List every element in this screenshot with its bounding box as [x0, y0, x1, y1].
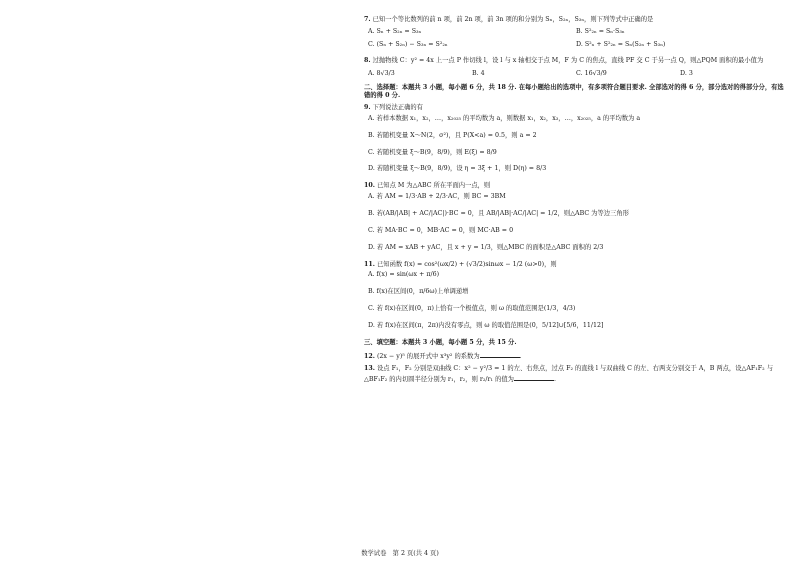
question-number: 8.: [364, 56, 371, 64]
option-a: A. f(x) = sin(ωx + π/6): [368, 271, 440, 279]
option-c: C. 若随机变量 ξ～B(9，8/9)，则 E(ξ) = 8/9: [368, 148, 497, 156]
question-13: 13. 设点 F₁，F₂ 分别是双曲线 C：x² − y²/3 = 1 的左、右焦点，过点 F₂ 的直线 l 与双曲线 C 的左、右两支分别交于 A，B 两点，设△AF₁F₂ 与△BF₁F₂ 的内切圆半径分别为 r₁，r₂，则 r₂/r₁ 的值为 .: [364, 364, 773, 384]
option-a: A. 8√3/3: [368, 70, 395, 78]
option-b: B. 若随机变量 X～N(2，σ²)，且 P(X<a) = 0.5，则 a = 2: [368, 131, 537, 139]
exam-column: [364, 16, 784, 389]
question-number: 13.: [364, 364, 375, 372]
question-9: [364, 104, 784, 173]
question-number: 7.: [364, 16, 371, 23]
options: [368, 28, 784, 54]
question-8: [364, 57, 784, 79]
option-c: C. 16√3/9: [576, 70, 607, 78]
options: [368, 115, 784, 173]
option-c: C. 若 MA·BC = 0，MB·AC = 0，则 MC·AB = 0: [368, 226, 514, 234]
question-10: [364, 182, 784, 251]
options: [368, 271, 784, 329]
option-b: B. f(x)在区间(0，π/6ω)上单调递增: [368, 288, 469, 296]
answer-blank: [514, 374, 554, 381]
section-3-header: 三、填空题：本题共 3 小题，每小题 5 分，共 15 分.: [364, 338, 517, 346]
options: [368, 193, 784, 251]
question-stem: 已知点 M 为△ABC 所在平面内一点，则: [376, 182, 491, 190]
question-7: [364, 16, 784, 54]
options: [368, 70, 784, 78]
question-stem: 设点 F₁，F₂ 分别是双曲线 C：x² − y²/3 = 1 的左、右焦点，过点 F₂ 的直线 l 与双曲线 C 的左、右两支分别交于 A，B 两点，设△AF₁F₂ 与△BF₁F₂ 的内切圆半径分别为 r₁，r₂，则 r₂/r₁ 的值为: [364, 364, 773, 384]
option-a: A. 若样本数据 x₁，x₂，…，x₂₀₂₅ 的平均数为 a，则数据 x₁，x₂，x₃，…，x₂₀₂₅，a 的平均数为 a: [368, 114, 641, 122]
question-stem: 下列说法正确的有: [372, 104, 423, 112]
option-c: C. (Sₙ + S₂ₙ) − S₃ₙ = S²₂ₙ: [368, 40, 448, 48]
question-stem: 已知函数 f(x) = cos²(ωx/2) + (√3/2)sinωx − 1/2 (ω>0)，则: [376, 260, 557, 268]
page-footer: 数学试卷 第 2 页(共 4 页): [361, 550, 439, 557]
question-number: 11.: [364, 260, 375, 268]
option-d: D. 3: [680, 70, 693, 78]
question-number: 12.: [364, 352, 375, 360]
option-a: A. Sₙ + S₂ₙ = S₃ₙ: [368, 27, 422, 35]
option-b: B. 若(AB/|AB| + AC/|AC|)·BC = 0，且 AB/|AB|·AC/|AC| = 1/2，则△ABC 为等边三角形: [368, 210, 629, 218]
section-2-header: 二、选择题：本题共 3 小题，每小题 6 分，共 18 分. 在每小题给出的选项中，有多项符合题目要求. 全部选对的得 6 分，部分选对的得部分分，有选错的得 0 分.: [364, 84, 784, 100]
option-a: A. 若 AM = 1/3·AB + 2/3·AC，则 BC = 3BM: [368, 193, 506, 201]
question-11: [364, 261, 784, 330]
option-d: D. 若 f(x)在区间(π，2π)内没有零点，则 ω 的取值范围是(0，5/12]∪[5/6，11/12]: [368, 322, 604, 330]
option-b: B. 4: [472, 70, 485, 78]
option-c: C. 若 f(x)在区间(0，π)上恰有一个极值点，则 ω 的取值范围是(1/3，4/3): [368, 305, 576, 313]
question-stem: 已知一个等比数列的前 n 项，前 2n 项，前 3n 项的和分别为 Sₙ，S₂ₙ，S₃ₙ，则下列等式中正确的是: [372, 16, 654, 23]
question-12: 12. (2x − y)⁵ 的展开式中 x³y² 的系数为 .: [364, 352, 522, 360]
question-number: 10.: [364, 182, 375, 190]
answer-blank: [480, 351, 520, 358]
question-stem: (2x − y)⁵ 的展开式中 x³y² 的系数为: [376, 352, 480, 360]
option-d: D. 若随机变量 ξ～B(9，8/9)，设 η = 3ξ + 1，则 D(η) = 8/3: [368, 165, 547, 173]
option-d: D. S²ₙ + S²₂ₙ = Sₙ(S₂ₙ + S₃ₙ): [576, 40, 666, 48]
option-d: D. 若 AM = xAB + yAC，且 x + y = 1/3，则△MBC 的面积是△ABC 面积的 2/3: [368, 243, 604, 251]
option-b: B. S²₂ₙ = Sₙ·S₃ₙ: [576, 27, 625, 35]
question-number: 9.: [364, 104, 371, 112]
question-stem: 过抛物线 C：y² = 4x 上一点 P 作切线 l，设 l 与 x 轴相交于点 M，F 为 C 的焦点，直线 PF 交 C 于另一点 Q，则△PQM 面积的最小值为: [372, 56, 764, 64]
